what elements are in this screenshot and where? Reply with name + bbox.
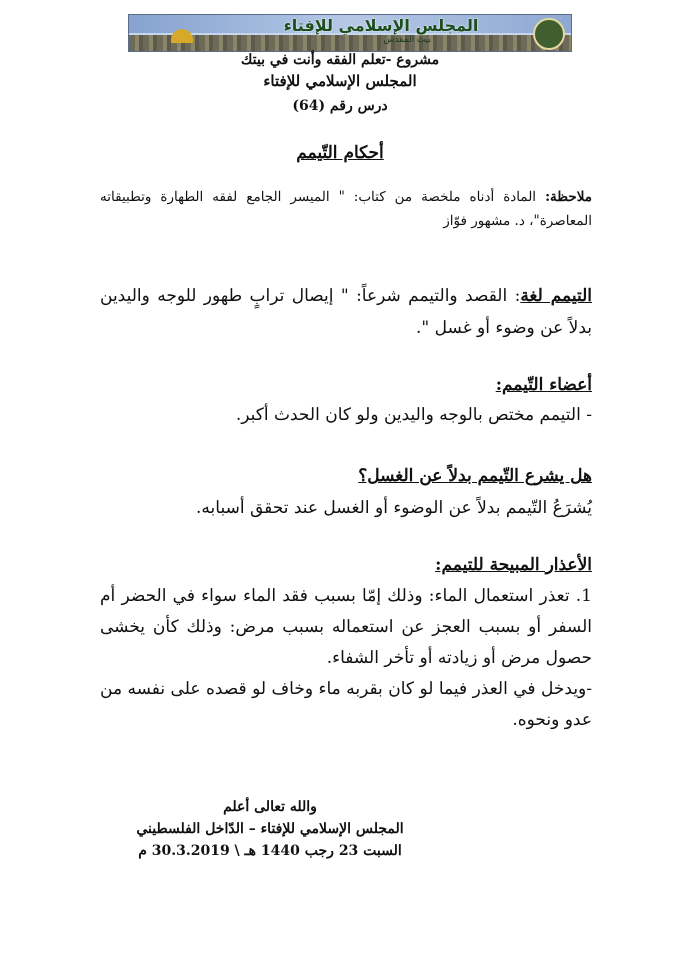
closing-date: السبت 23 رجب 1440 هـ \ 30.3.2019 م <box>138 843 402 859</box>
note-text: المادة أدناه ملخصة من كتاب: " الميسر الجامع لفقه الطهارة وتطبيقاته المعاصرة"، د. مشهور فوّاز <box>100 189 592 229</box>
banner-cityscape <box>129 35 571 51</box>
page-title: أحكام التّيمم <box>296 143 384 163</box>
excuses-heading: الأعذار المبيحة للتيمم: <box>435 555 592 575</box>
banner-subtitle: بيت المقدس <box>383 35 431 45</box>
excuses-section <box>100 550 592 736</box>
excuses-item-1: 1. تعذر استعمال الماء: وذلك إمّا بسبب فقد الماء سواء في الحضر أم السفر أو بسبب العجز عن استعماله بسبب مرض: وذلك كأن يخشى حصول مرض أو زيادته أو تأخر الشفاء. <box>100 586 592 668</box>
header-banner <box>128 14 572 52</box>
definition-text: : القصد والتيمم شرعاً: " إيصال ترابٍ طهور للوجه واليدين بدلاً عن وضوء أو غسل ". <box>100 286 592 338</box>
council-emblem-icon <box>533 18 565 50</box>
ghusl-text: يُشرَعُ التّيمم بدلاً عن الوضوء أو الغسل عند تحقق أسبابه. <box>196 498 592 518</box>
project-line: مشروع -تعلم الفقه وأنت في بيتك <box>240 52 440 68</box>
definition-paragraph <box>100 280 592 344</box>
note-paragraph <box>100 185 592 233</box>
closing-line-2: المجلس الإسلامي للإفتاء – الدّاخل الفلسطيني <box>136 821 404 837</box>
banner-title: المجلس الإسلامي للإفتاء <box>283 16 479 35</box>
lesson-number: درس رقم (64) <box>292 98 388 114</box>
excuses-item-2: -ويدخل في العذر فيما لو كان بقربه ماء وخاف لو قصده على نفسه من عدو ونحوه. <box>100 679 592 730</box>
organs-section <box>100 370 592 430</box>
ghusl-section <box>100 460 592 524</box>
note-label: ملاحظة: <box>545 189 592 205</box>
ghusl-heading: هل يشرع التّيمم بدلاً عن الغسل؟ <box>358 466 592 486</box>
organs-text: - التيمم مختص بالوجه واليدين ولو كان الحدث أكبر. <box>235 405 592 425</box>
closing-block <box>130 796 410 862</box>
definition-label: التيمم لغة <box>520 286 593 306</box>
closing-line-1: والله تعالى أعلم <box>223 799 317 815</box>
organs-heading: أعضاء التّيمم: <box>495 375 592 395</box>
council-line: المجلس الإسلامي للإفتاء <box>263 72 417 90</box>
